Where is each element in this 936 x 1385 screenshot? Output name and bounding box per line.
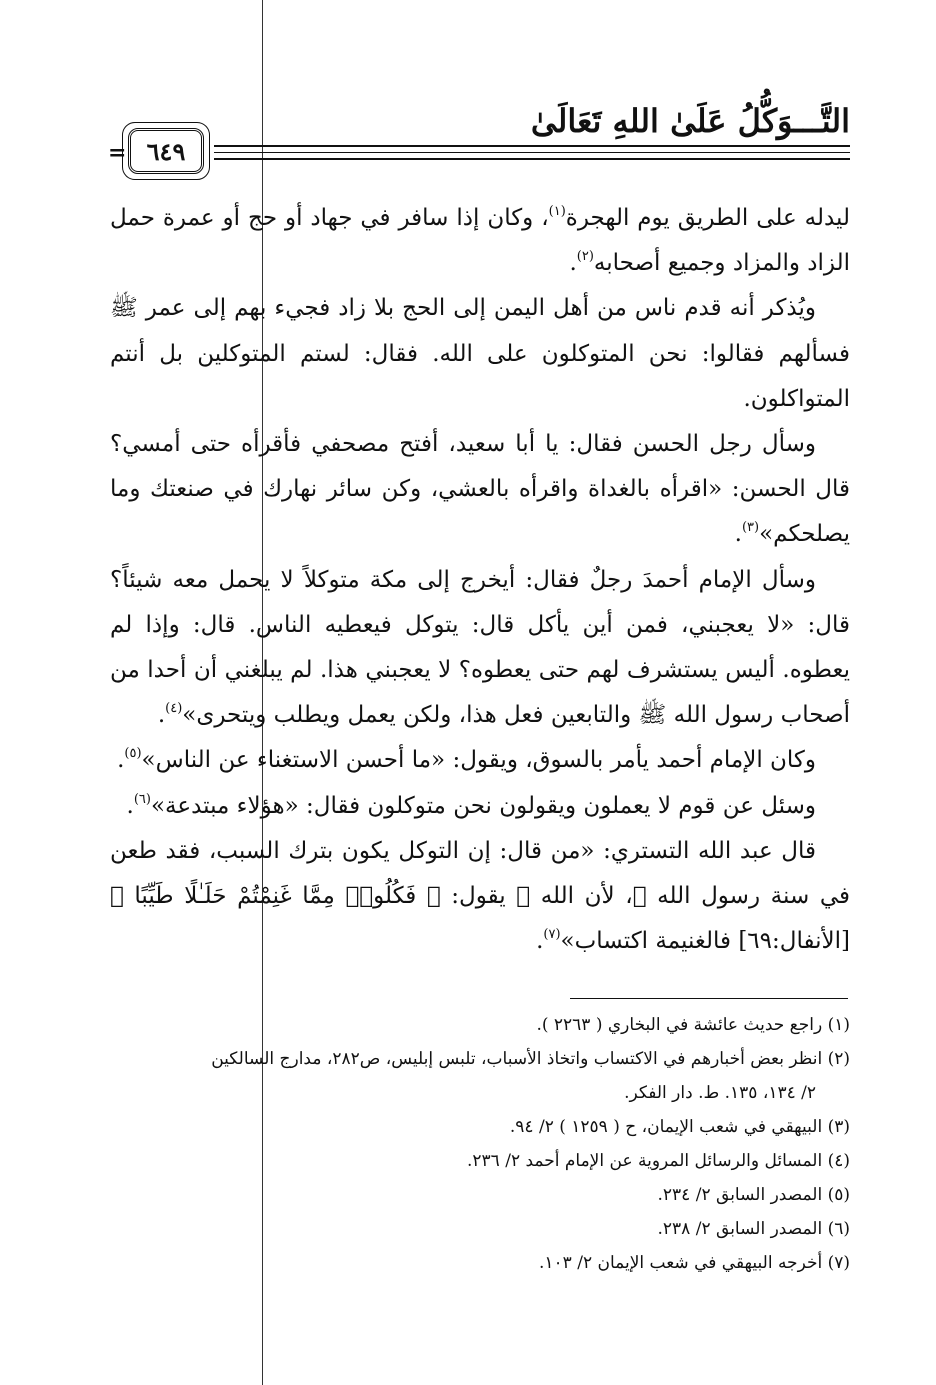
paragraph-6 [110, 784, 850, 829]
paragraph-7-end: . [536, 928, 544, 955]
paragraph-3-end: . [734, 521, 742, 548]
footnote-separator [570, 998, 848, 999]
footnote-3: (٣) البيهقي في شعب الإيمان، ح ( ١٢٥٩ ) ٢/ ٩٤. [509, 1117, 850, 1137]
footnote-ref-6: (٦) [133, 791, 151, 807]
main-text [110, 196, 850, 964]
header-rules [214, 145, 850, 165]
paragraph-7-text: قال عبد الله التستري: «من قال: إن التوكل يكون بترك السبب، فقد طعن في سنة رسول الله ﷺ، لأن الله ﷻ يقول: ﴿ فَكُلُوا۟ مِمَّا غَنِمْتُمْ حَلَـٰلًا طَيِّبًا ﴾ [الأنفال:٦٩] فالغنيمة اكتساب» [110, 837, 850, 955]
paragraph-1 [110, 196, 850, 286]
page-header [108, 100, 850, 180]
paragraph-5-text: وكان الإمام أحمد يأمر بالسوق، ويقول: «ما أحسن الاستغناء عن الناس» [141, 747, 816, 774]
paragraph-4-end: . [157, 702, 166, 729]
paragraph-3 [110, 422, 850, 558]
footnote-6: (٦) المصدر السابق ٢/ ٢٣٨. [657, 1219, 850, 1239]
page-number: ٦٤٩ [128, 128, 204, 174]
footnote-4: (٤) المسائل والرسائل المروية عن الإمام أحمد ٢/ ٢٣٦. [466, 1151, 850, 1171]
footnote-ref-3: (٣) [741, 520, 760, 536]
paragraph-5 [110, 738, 850, 783]
paragraph-7 [110, 829, 850, 965]
footnote-7: (٧) أخرجه البيهقي في شعب الإيمان ٢/ ١٠٣. [538, 1253, 850, 1273]
footnote-ref-5: (٥) [124, 746, 142, 762]
footnote-ref-1: (١) [548, 204, 566, 219]
paragraph-5-end: . [117, 747, 125, 774]
footnote-2-continued: ٢/ ١٣٤، ١٣٥. ط. دار الفكر. [624, 1083, 816, 1103]
footnote-ref-7: (٧) [543, 927, 561, 943]
paragraph-6-end: . [126, 792, 134, 819]
paragraph-6-text: وسئل عن قوم لا يعملون ويقولون نحن متوكلون فقال: «هؤلاء مبتدعة» [150, 792, 816, 819]
running-title: التَّـــوَكُّلُ عَلَىٰ اللهِ تَعَالَىٰ [530, 102, 850, 140]
footnote-ref-4: (٤) [165, 701, 183, 717]
footnotes [110, 1008, 850, 1280]
paragraph-1-end: . [569, 250, 577, 277]
paragraph-2: ويُذكر أنه قدم ناس من أهل اليمن إلى الحج بلا زاد فجيء بهم إلى عمر ﷺ فسألهم فقالوا: نحن المتوكلون على الله. فقال: لستم المتوكلين بل أنتم المتواكلون. [110, 295, 850, 412]
footnote-5: (٥) المصدر السابق ٢/ ٢٣٤. [657, 1185, 850, 1205]
paragraph-3-text: وسأل رجل الحسن فقال: يا أبا سعيد، أفتح مصحفي فأقرأه حتى أمسي؟ قال الحسن: «اقرأه بالغداة واقرأه بالعشي، وكن سائر نهارك في صنعتك وما يصلحكم» [110, 431, 850, 548]
paragraph-1-text-b: ، وكان إذا سافر في جهاد أو حج أو عمرة حمل الزاد والمزاد وجميع أصحابه [110, 205, 850, 277]
footnote-2: (٢) انظر بعض أخبارهم في الاكتساب واتخاذ الأسباب، تلبس إبليس، ص٢٨٢، مدارج السالكين [211, 1049, 850, 1069]
paragraph-4-text: وسأل الإمام أحمدَ رجلٌ فقال: أيخرج إلى مكة متوكلاً لا يحمل معه شيئاً؟ قال: «لا يعجبني، فمن أين يأكل قال: يتوكل فيعطيه الناس. قال: وإذا لم يعطوه. أليس يستشرف لهم حتى يعطوه؟ لا يعجبني هذا. لم يبلغني أن أحدا من أصحاب رسول الله ﷺ والتابعين فعل هذا، ولكن يعمل ويطلب ويتحرى» [110, 566, 850, 729]
paragraph-4 [110, 558, 850, 739]
footnote-ref-2: (٢) [576, 249, 594, 265]
footnote-1: (١) راجع حديث عائشة في البخاري ( ٢٢٦٣ ). [536, 1015, 850, 1035]
paragraph-1-text-a: ليدله على الطريق يوم الهجرة [565, 205, 850, 231]
header-lead-mark: = [108, 140, 127, 166]
